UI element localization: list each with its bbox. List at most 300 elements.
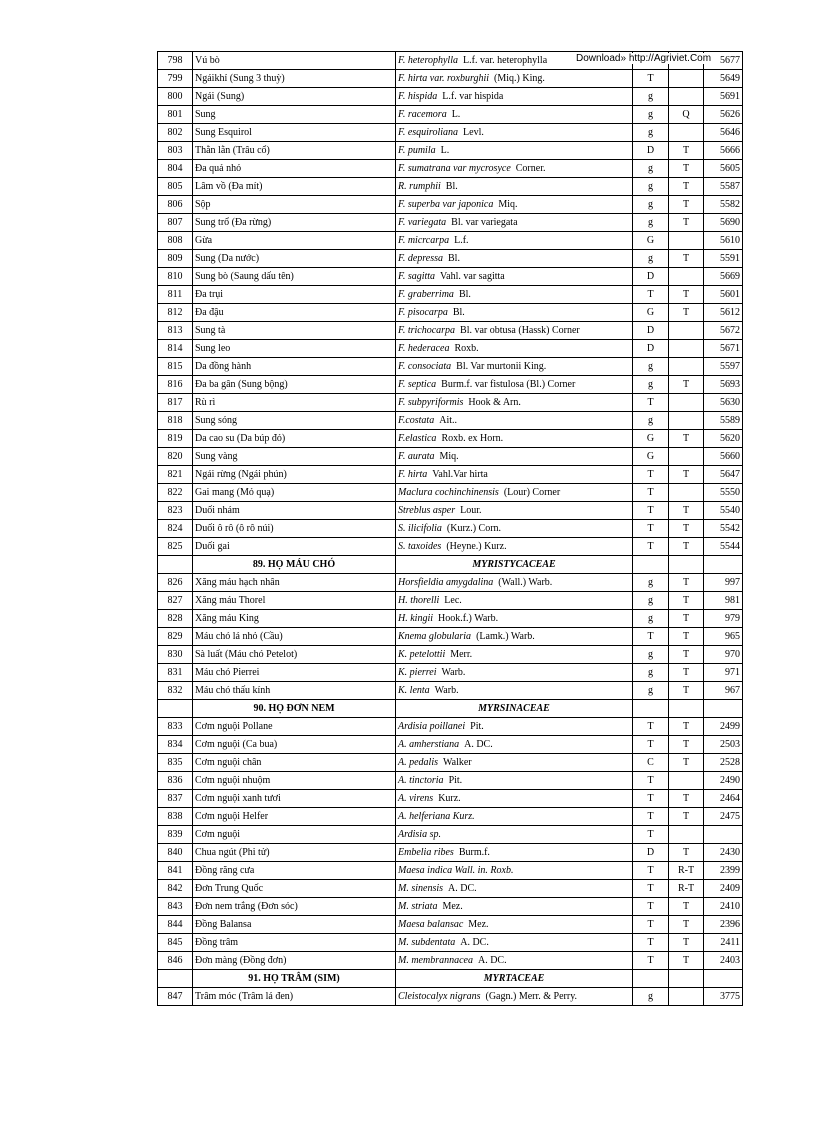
scientific-name-cell	[396, 412, 633, 430]
scientific-name: F. esquiroliana	[398, 126, 459, 138]
family-vn-name: 91. HỌ TRÂM (SIM)	[193, 970, 396, 988]
row-number: 847	[158, 988, 193, 1006]
author-name: (Lour) Corner	[503, 486, 561, 498]
vietnamese-name: Đơn nem trắng (Đơn sóc)	[193, 898, 396, 916]
scientific-name: A. pedalis	[398, 756, 438, 768]
life-form-code: G	[633, 448, 669, 466]
author-name: Miq.	[439, 450, 459, 462]
reference-number: 2528	[704, 754, 743, 772]
scientific-name-cell	[396, 916, 633, 934]
life-form-code: T	[633, 916, 669, 934]
life-form-code: g	[633, 610, 669, 628]
scientific-name: F. hirta var. roxburghii	[398, 72, 490, 84]
scientific-name: F. septica	[398, 378, 437, 390]
author-name: (Miq.) King.	[494, 72, 545, 84]
reference-number: 2410	[704, 898, 743, 916]
scientific-name-cell	[396, 232, 633, 250]
scientific-name: F. consociata	[398, 360, 452, 372]
row-number: 803	[158, 142, 193, 160]
table-row	[158, 196, 743, 214]
scientific-name: F.costata	[398, 414, 435, 426]
vietnamese-name: Xăng máu hạch nhân	[193, 574, 396, 592]
scientific-name: F. depressa	[398, 252, 443, 264]
life-form-code: g	[633, 682, 669, 700]
scientific-name: F. sumatrana var mycrosyce	[398, 162, 511, 174]
reference-number: 965	[704, 628, 743, 646]
reference-number: 5610	[704, 232, 743, 250]
vietnamese-name: Xăng máu King	[193, 610, 396, 628]
scientific-name-cell	[396, 682, 633, 700]
table-row	[158, 358, 743, 376]
table-row	[158, 430, 743, 448]
reference-number: 2499	[704, 718, 743, 736]
reference-number: 971	[704, 664, 743, 682]
row-number: 843	[158, 898, 193, 916]
scientific-name: S. taxoides	[398, 540, 442, 552]
use-code: T	[669, 736, 704, 754]
author-name: Bl. Var murtonii King.	[456, 360, 547, 372]
scientific-name-cell	[396, 88, 633, 106]
life-form-code: D	[633, 268, 669, 286]
use-code: T	[669, 628, 704, 646]
table-row	[158, 646, 743, 664]
use-code: T	[669, 934, 704, 952]
vietnamese-name: Máu chó lá nhỏ (Cầu)	[193, 628, 396, 646]
life-form-code: g	[633, 376, 669, 394]
table-row	[158, 844, 743, 862]
table-row	[158, 736, 743, 754]
row-number: 845	[158, 934, 193, 952]
vietnamese-name: Sung	[193, 106, 396, 124]
scientific-name-cell	[396, 520, 633, 538]
row-number: 816	[158, 376, 193, 394]
row-number: 823	[158, 502, 193, 520]
row-number: 832	[158, 682, 193, 700]
table-row	[158, 88, 743, 106]
reference-number: 5626	[704, 106, 743, 124]
author-name: A. DC.	[477, 954, 507, 966]
table-row	[158, 772, 743, 790]
reference-number: 5620	[704, 430, 743, 448]
table-row	[158, 286, 743, 304]
scientific-name-cell	[396, 646, 633, 664]
scientific-name: F. hederacea	[398, 342, 450, 354]
row-number: 814	[158, 340, 193, 358]
table-row	[158, 826, 743, 844]
vietnamese-name: Sung leo	[193, 340, 396, 358]
family-latin-name: MYRSINACEAE	[396, 700, 633, 718]
vietnamese-name: Duối gai	[193, 538, 396, 556]
author-name: L.	[440, 144, 450, 156]
table-row	[158, 214, 743, 232]
reference-number: 5691	[704, 88, 743, 106]
scientific-name: F. subpyriformis	[398, 396, 464, 408]
table-row	[158, 502, 743, 520]
table-row	[158, 484, 743, 502]
scientific-name: H. kingii	[398, 612, 433, 624]
vietnamese-name: Đồng Balansa	[193, 916, 396, 934]
use-code: T	[669, 178, 704, 196]
scientific-name-cell	[396, 394, 633, 412]
vietnamese-name: Đơn màng (Đồng đơn)	[193, 952, 396, 970]
author-name: A. DC.	[448, 882, 477, 894]
blank-cell	[158, 970, 193, 988]
scientific-name: A. virens	[398, 792, 434, 804]
life-form-code: T	[633, 808, 669, 826]
vietnamese-name: Máu chó thấu kính	[193, 682, 396, 700]
vietnamese-name: Duối ô rô (ô rô núi)	[193, 520, 396, 538]
scientific-name-cell	[396, 628, 633, 646]
table-row	[158, 160, 743, 178]
row-number: 800	[158, 88, 193, 106]
vietnamese-name: Xăng máu Thorel	[193, 592, 396, 610]
scientific-name: Maesa indica Wall. in. Roxb.	[398, 864, 514, 876]
row-number: 798	[158, 52, 193, 70]
author-name: Bl.	[458, 288, 471, 300]
author-name: Vahl.Var hirta	[432, 468, 488, 480]
scientific-name-cell	[396, 178, 633, 196]
reference-number	[704, 826, 743, 844]
scientific-name-cell	[396, 592, 633, 610]
scientific-name-cell	[396, 430, 633, 448]
use-code: T	[669, 430, 704, 448]
scientific-name: F. pisocarpa	[398, 306, 448, 318]
scientific-name: F.elastica	[398, 432, 437, 444]
life-form-code: G	[633, 430, 669, 448]
use-code	[669, 232, 704, 250]
scientific-name: M. sinensis	[398, 882, 443, 894]
row-number: 821	[158, 466, 193, 484]
scientific-name: Embelia ribes	[398, 846, 454, 858]
family-vn-name: 89. HỌ MÁU CHÓ	[193, 556, 396, 574]
use-code: T	[669, 304, 704, 322]
scientific-name-cell	[396, 214, 633, 232]
author-name: Roxb. ex Horn.	[441, 432, 504, 444]
scientific-name-cell	[396, 70, 633, 88]
vietnamese-name: Duối nhám	[193, 502, 396, 520]
use-code	[669, 412, 704, 430]
use-code: T	[669, 574, 704, 592]
author-name: L.f. var. heterophylla	[463, 54, 548, 66]
life-form-code: G	[633, 304, 669, 322]
life-form-code: g	[633, 412, 669, 430]
author-name: Bl.	[445, 180, 458, 192]
scientific-name-cell	[396, 106, 633, 124]
life-form-code: g	[633, 592, 669, 610]
reference-number: 5671	[704, 340, 743, 358]
table-row	[158, 628, 743, 646]
author-name: Levl.	[463, 126, 484, 138]
author-name: A. DC.	[464, 738, 493, 750]
table-row	[158, 808, 743, 826]
scientific-name-cell	[396, 934, 633, 952]
table-row	[158, 124, 743, 142]
scientific-name-cell	[396, 574, 633, 592]
use-code: T	[669, 718, 704, 736]
scientific-name: F. sagitta	[398, 270, 436, 282]
row-number: 842	[158, 880, 193, 898]
life-form-code: T	[633, 394, 669, 412]
author-name: Pit.	[448, 774, 463, 786]
author-name: Walker	[443, 756, 472, 768]
author-name: Warb.	[434, 684, 459, 696]
vietnamese-name: Gai mang (Mỏ quạ)	[193, 484, 396, 502]
life-form-code: T	[633, 484, 669, 502]
row-number: 808	[158, 232, 193, 250]
reference-number: 5677	[704, 52, 743, 70]
row-number: 801	[158, 106, 193, 124]
scientific-name: A. helferiana Kurz.	[398, 810, 475, 822]
life-form-code: T	[633, 718, 669, 736]
author-name: A. DC.	[460, 936, 489, 948]
table-row	[158, 106, 743, 124]
table-row	[158, 952, 743, 970]
table-row	[158, 340, 743, 358]
reference-number: 5693	[704, 376, 743, 394]
scientific-name-cell	[396, 718, 633, 736]
author-name: L.f. var hispida	[442, 90, 504, 102]
scientific-name: S. ilicifolia	[398, 522, 442, 534]
life-form-code: g	[633, 988, 669, 1006]
use-code: Q	[669, 106, 704, 124]
vietnamese-name: Gừa	[193, 232, 396, 250]
family-latin-name: MYRISTYCACEAE	[396, 556, 633, 574]
life-form-code: T	[633, 862, 669, 880]
scientific-name-cell	[396, 808, 633, 826]
reference-number: 5646	[704, 124, 743, 142]
vietnamese-name: Sung vàng	[193, 448, 396, 466]
family-header-row	[158, 556, 743, 574]
author-name: Warb.	[441, 666, 466, 678]
row-number: 840	[158, 844, 193, 862]
life-form-code: T	[633, 826, 669, 844]
use-code: T	[669, 466, 704, 484]
life-form-code: T	[633, 880, 669, 898]
vietnamese-name: Máu chó Pierrei	[193, 664, 396, 682]
reference-number: 5542	[704, 520, 743, 538]
author-name: Mez.	[442, 900, 463, 912]
reference-number: 979	[704, 610, 743, 628]
use-code: T	[669, 682, 704, 700]
table-row	[158, 898, 743, 916]
blank-cell	[704, 556, 743, 574]
use-code	[669, 124, 704, 142]
family-vn-name: 90. HỌ ĐƠN NEM	[193, 700, 396, 718]
vietnamese-name: Cơm nguội Pollane	[193, 718, 396, 736]
table-row	[158, 448, 743, 466]
scientific-name: R. rumphii	[398, 180, 441, 192]
author-name: Kurz.	[438, 792, 461, 804]
row-number: 844	[158, 916, 193, 934]
row-number: 812	[158, 304, 193, 322]
use-code	[669, 268, 704, 286]
scientific-name: Maclura cochinchinensis	[398, 486, 499, 498]
scientific-name: F. variegata	[398, 216, 447, 228]
reference-number: 2430	[704, 844, 743, 862]
vietnamese-name: Lâm vồ (Đa mít)	[193, 178, 396, 196]
vietnamese-name: Cơm nguội Helfer	[193, 808, 396, 826]
use-code: T	[669, 754, 704, 772]
table-row	[158, 70, 743, 88]
table-row	[158, 934, 743, 952]
use-code: T	[669, 592, 704, 610]
use-code: T	[669, 808, 704, 826]
reference-number: 5544	[704, 538, 743, 556]
row-number: 815	[158, 358, 193, 376]
scientific-name-cell	[396, 304, 633, 322]
reference-number: 5649	[704, 70, 743, 88]
use-code	[669, 322, 704, 340]
scientific-name: Maesa balansac	[398, 918, 464, 930]
use-code: T	[669, 520, 704, 538]
life-form-code: C	[633, 754, 669, 772]
row-number: 826	[158, 574, 193, 592]
scientific-name-cell	[396, 988, 633, 1006]
author-name: Roxb.	[454, 342, 479, 354]
scientific-name-cell	[396, 376, 633, 394]
scientific-name-cell	[396, 286, 633, 304]
vietnamese-name: Rù rì	[193, 394, 396, 412]
family-latin-name: MYRTACEAE	[396, 970, 633, 988]
life-form-code: g	[633, 664, 669, 682]
vietnamese-name: Sung (Da nước)	[193, 250, 396, 268]
reference-number: 2396	[704, 916, 743, 934]
row-number: 846	[158, 952, 193, 970]
use-code: R-T	[669, 880, 704, 898]
reference-number: 970	[704, 646, 743, 664]
scientific-name: F. heterophylla	[398, 54, 458, 66]
row-number: 809	[158, 250, 193, 268]
reference-number: 5612	[704, 304, 743, 322]
table-row	[158, 682, 743, 700]
author-name: (Gagn.) Merr. & Perry.	[485, 990, 578, 1002]
table-row	[158, 988, 743, 1006]
row-number: 817	[158, 394, 193, 412]
vietnamese-name: Ngái (Sung)	[193, 88, 396, 106]
table-row	[158, 610, 743, 628]
reference-number: 2411	[704, 934, 743, 952]
scientific-name-cell	[396, 340, 633, 358]
scientific-name: Horsfieldia amygdalina	[398, 576, 494, 588]
author-name: Burm.f. var fistulosa (Bl.) Corner	[441, 378, 576, 390]
vietnamese-name: Da đồng hành	[193, 358, 396, 376]
vietnamese-name: Chua ngút (Phi tử)	[193, 844, 396, 862]
author-name: Hook.f.) Warb.	[438, 612, 499, 624]
author-name: Bl. var variegata	[451, 216, 518, 228]
blank-cell	[669, 556, 704, 574]
family-header-row	[158, 970, 743, 988]
reference-number: 5550	[704, 484, 743, 502]
row-number: 813	[158, 322, 193, 340]
life-form-code: D	[633, 142, 669, 160]
life-form-code: T	[633, 736, 669, 754]
blank-cell	[704, 700, 743, 718]
scientific-name-cell	[396, 736, 633, 754]
reference-number: 5589	[704, 412, 743, 430]
vietnamese-name: Sung Esquirol	[193, 124, 396, 142]
life-form-code: T	[633, 502, 669, 520]
table-row	[158, 520, 743, 538]
reference-number: 2475	[704, 808, 743, 826]
reference-number: 2399	[704, 862, 743, 880]
life-form-code: D	[633, 340, 669, 358]
vietnamese-name: Sung tà	[193, 322, 396, 340]
vietnamese-name: Đơn Trung Quốc	[193, 880, 396, 898]
row-number: 820	[158, 448, 193, 466]
use-code	[669, 88, 704, 106]
watermark-text: Download» http://Agriviet.Com	[576, 53, 712, 64]
row-number: 824	[158, 520, 193, 538]
use-code: T	[669, 142, 704, 160]
reference-number: 5666	[704, 142, 743, 160]
scientific-name-cell	[396, 250, 633, 268]
table-row	[158, 394, 743, 412]
row-number: 828	[158, 610, 193, 628]
scientific-name: Cleistocalyx nigrans	[398, 990, 481, 1002]
life-form-code: g	[633, 250, 669, 268]
table-row	[158, 916, 743, 934]
blank-cell	[669, 700, 704, 718]
life-form-code: T	[633, 790, 669, 808]
reference-number: 997	[704, 574, 743, 592]
row-number: 829	[158, 628, 193, 646]
reference-number: 2403	[704, 952, 743, 970]
scientific-name-cell	[396, 610, 633, 628]
vietnamese-name: Cơm nguội chân	[193, 754, 396, 772]
table-row	[158, 376, 743, 394]
row-number: 831	[158, 664, 193, 682]
scientific-name: M. subdentata	[398, 936, 456, 948]
row-number: 805	[158, 178, 193, 196]
vietnamese-name: Da cao su (Da búp đỏ)	[193, 430, 396, 448]
scientific-name-cell	[396, 484, 633, 502]
scientific-name: A. amherstiana	[398, 738, 460, 750]
vietnamese-name: Trâm móc (Trâm lá đen)	[193, 988, 396, 1006]
life-form-code: g	[633, 106, 669, 124]
author-name: Lec.	[444, 594, 462, 606]
scientific-name-cell	[396, 448, 633, 466]
author-name: Bl. var obtusa (Hassk) Corner	[460, 324, 580, 336]
scientific-name-cell	[396, 268, 633, 286]
row-number: 811	[158, 286, 193, 304]
row-number: 838	[158, 808, 193, 826]
author-name: Miq.	[498, 198, 518, 210]
vietnamese-name: Sung trổ (Đa rừng)	[193, 214, 396, 232]
vietnamese-name: Sà luất (Máu chó Petelot)	[193, 646, 396, 664]
scientific-name-cell	[396, 754, 633, 772]
scientific-name: Ardisia poillanei	[398, 720, 466, 732]
reference-number: 5582	[704, 196, 743, 214]
scientific-name-cell	[396, 790, 633, 808]
reference-number: 5669	[704, 268, 743, 286]
table-row	[158, 862, 743, 880]
use-code: T	[669, 250, 704, 268]
vietnamese-name: Sung sóng	[193, 412, 396, 430]
row-number: 834	[158, 736, 193, 754]
row-number: 806	[158, 196, 193, 214]
row-number: 818	[158, 412, 193, 430]
use-code	[669, 484, 704, 502]
row-number: 822	[158, 484, 193, 502]
blank-cell	[633, 556, 669, 574]
row-number: 836	[158, 772, 193, 790]
row-number: 804	[158, 160, 193, 178]
life-form-code: T	[633, 286, 669, 304]
table-row	[158, 790, 743, 808]
scientific-name-cell	[396, 772, 633, 790]
row-number: 841	[158, 862, 193, 880]
blank-cell	[633, 700, 669, 718]
